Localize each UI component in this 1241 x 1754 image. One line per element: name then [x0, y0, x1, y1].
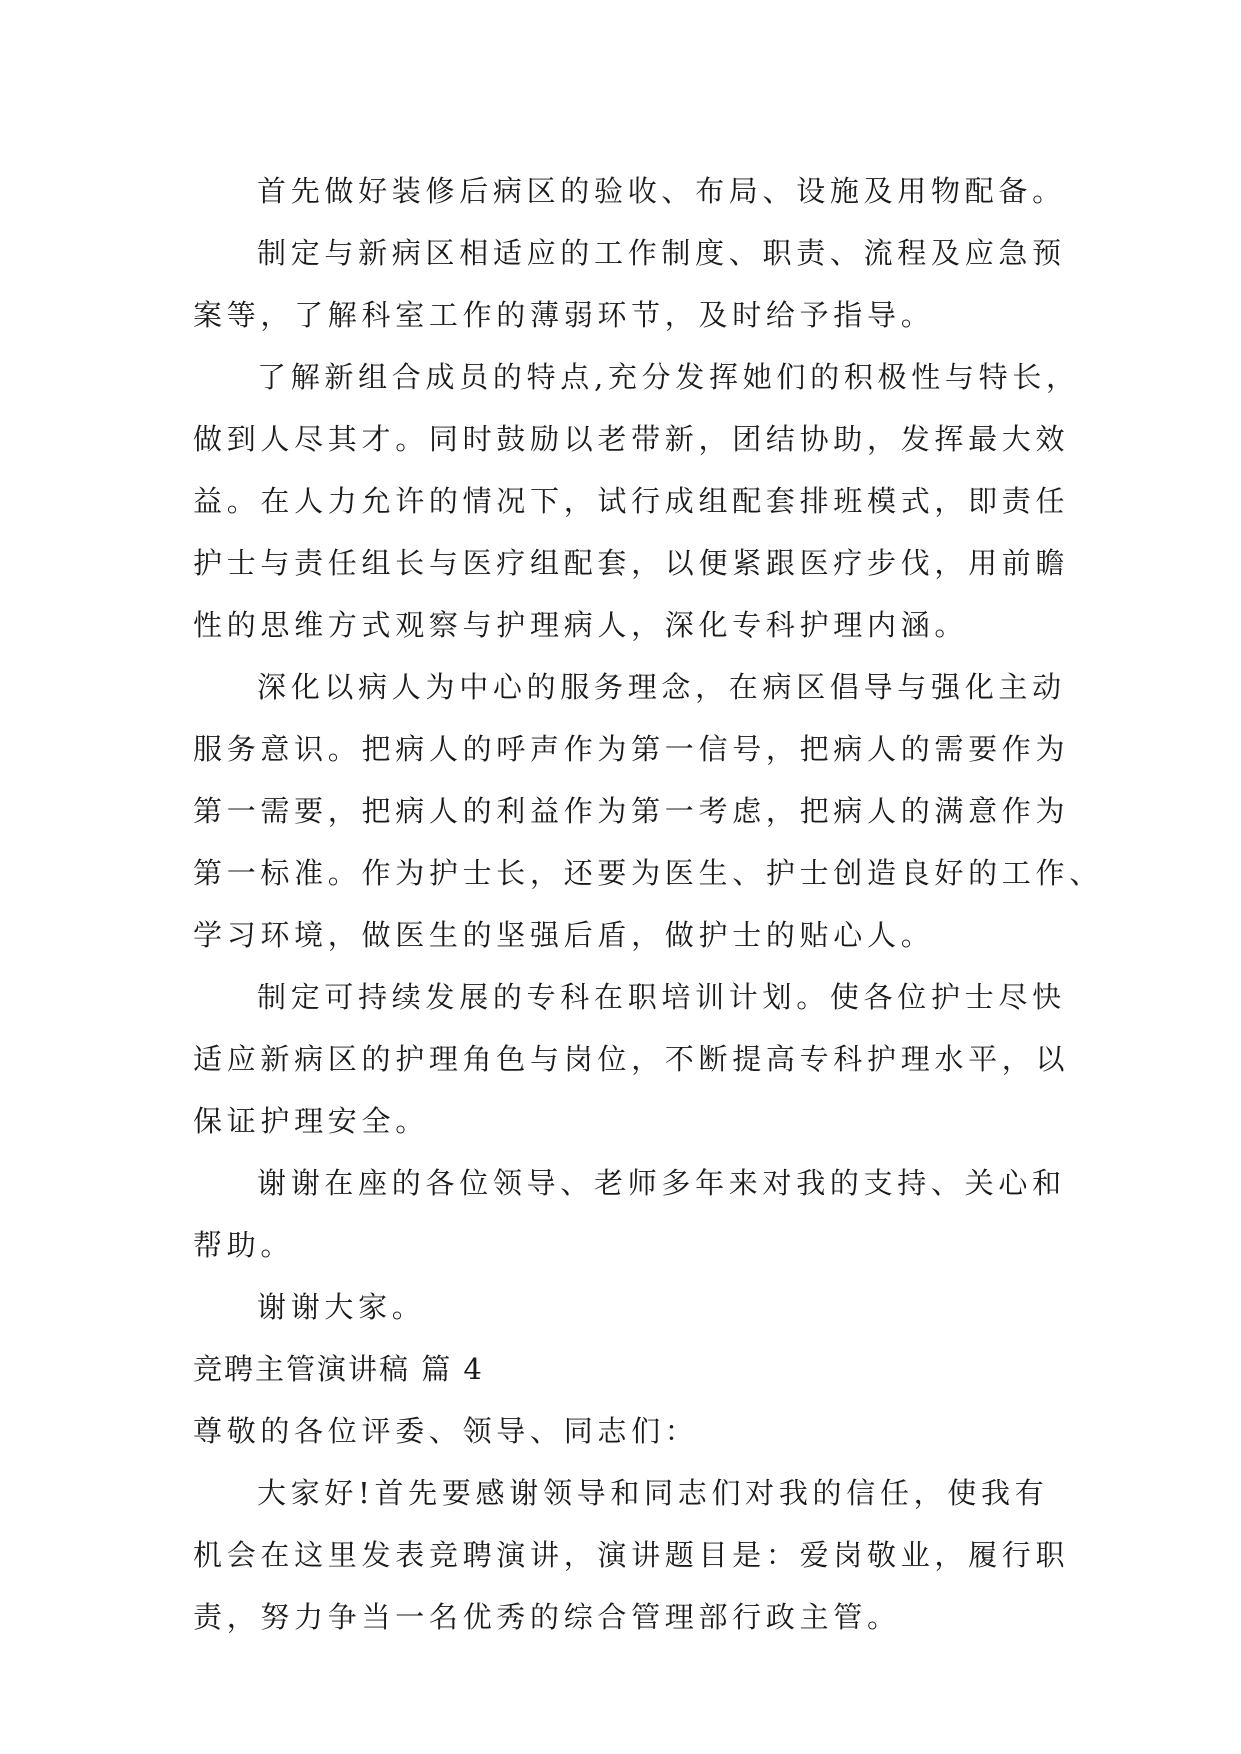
paragraph-line: 首先做好装修后病区的验收、布局、设施及用物配备。	[257, 174, 1066, 208]
paragraph-line: 性的思维方式观察与护理病人，深化专科护理内涵。	[193, 608, 969, 642]
document-page	[193, 160, 1103, 1648]
paragraph-line: 第一需要，把病人的利益作为第一考虑，把病人的满意作为	[193, 794, 1070, 828]
paragraph-line: 制定与新病区相适应的工作制度、职责、流程及应急预	[257, 236, 1066, 270]
salutation: 尊敬的各位评委、领导、同志们：	[193, 1414, 699, 1448]
paragraph-line: 适应新病区的护理角色与岗位，不断提高专科护理水平，以	[193, 1042, 1070, 1076]
paragraph-line: 护士与责任组长与医疗组配套，以便紧跟医疗步伐，用前瞻	[193, 546, 1070, 580]
paragraph-line: 保证护理安全。	[193, 1104, 429, 1138]
section-title: 竞聘主管演讲稿 篇 4	[193, 1352, 484, 1386]
paragraph-line: 大家好!首先要感谢领导和同志们对我的信任，使我有	[257, 1476, 1049, 1510]
paragraph-line: 服务意识。把病人的呼声作为第一信号，把病人的需要作为	[193, 732, 1070, 766]
paragraph-line: 做到人尽其才。同时鼓励以老带新，团结协助，发挥最大效	[193, 422, 1070, 456]
paragraph-line: 制定可持续发展的专科在职培训计划。使各位护士尽快	[257, 980, 1066, 1014]
paragraph-line: 机会在这里发表竞聘演讲，演讲题目是：爱岗敬业，履行职	[193, 1538, 1070, 1572]
paragraph-line: 学习环境，做医生的坚强后盾，做护士的贴心人。	[193, 918, 935, 952]
paragraph-line: 益。在人力允许的情况下，试行成组配套排班模式，即责任	[193, 484, 1070, 518]
paragraph-line: 案等，了解科室工作的薄弱环节，及时给予指导。	[193, 298, 935, 332]
paragraph-line: 谢谢大家。	[257, 1290, 426, 1324]
paragraph-line: 了解新组合成员的特点,充分发挥她们的积极性与特长，	[257, 360, 1080, 394]
paragraph-line: 深化以病人为中心的服务理念，在病区倡导与强化主动	[257, 670, 1066, 704]
paragraph-line: 谢谢在座的各位领导、老师多年来对我的支持、关心和	[257, 1166, 1066, 1200]
paragraph-line: 第一标准。作为护士长，还要为医生、护士创造良好的工作、	[193, 856, 1103, 890]
paragraph-line: 责，努力争当一名优秀的综合管理部行政主管。	[193, 1600, 901, 1634]
paragraph-line: 帮助。	[193, 1228, 295, 1262]
